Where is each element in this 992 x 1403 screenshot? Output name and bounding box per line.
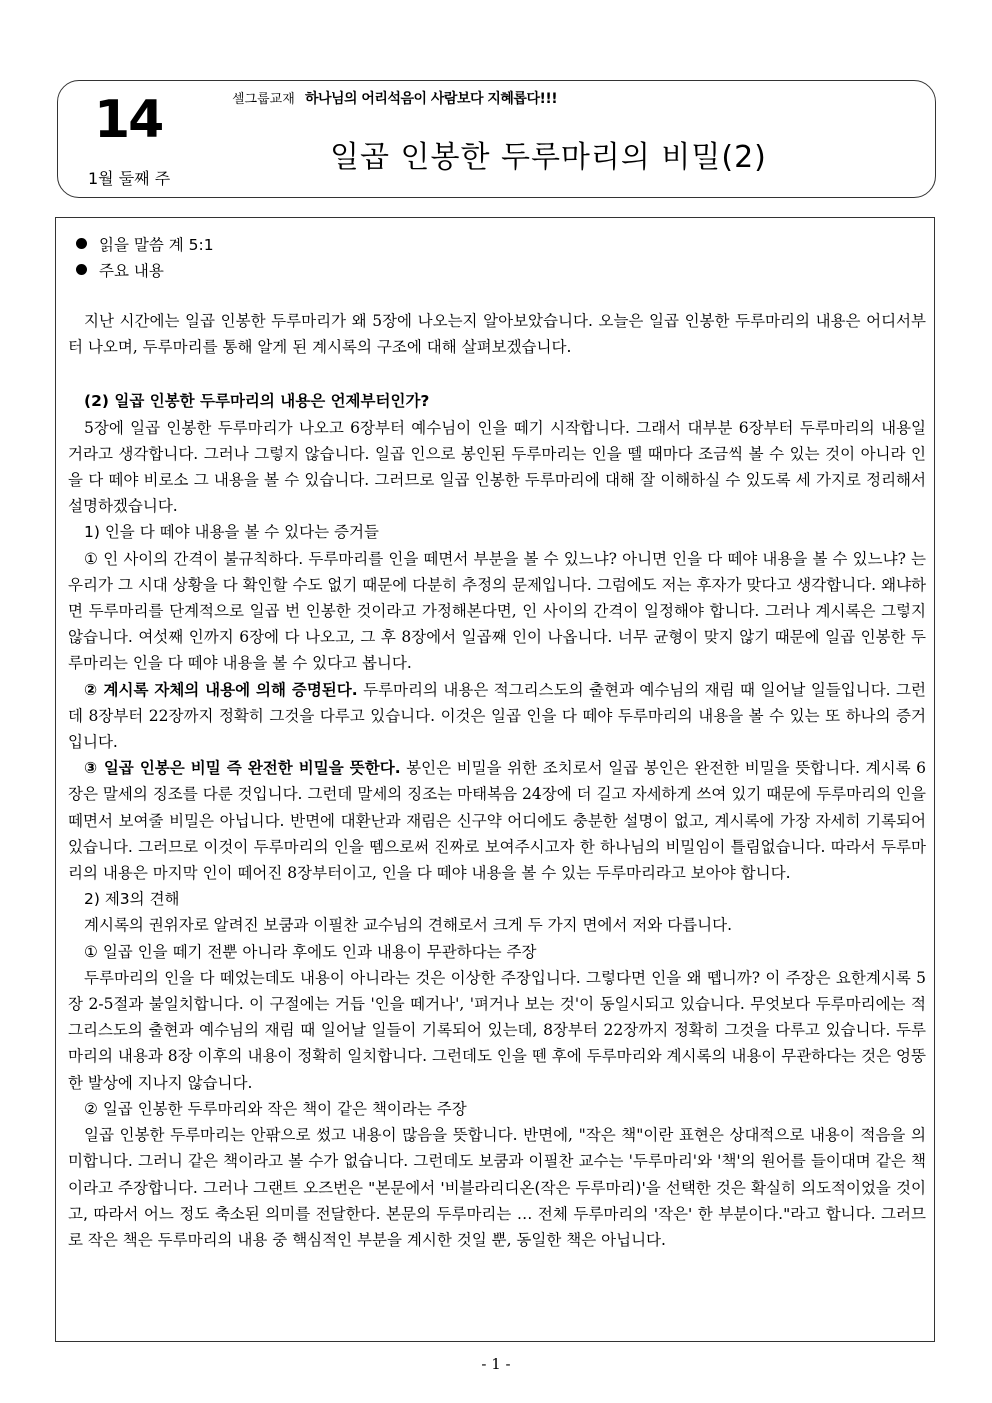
evidence-3	[68, 755, 926, 886]
view-1-heading: ① 일곱 인을 떼기 전뿐 아니라 후에도 인과 내용이 무관하다는 주장	[84, 942, 537, 961]
view-2-text-b: 라고 합니다. 그러므로 작은 책은 두루마리의 내용 중 핵심적인 부분을 계시한 것일 뿐, 동일한 책은 아닙니다.	[68, 1204, 926, 1249]
section-paragraph: 5장에 일곱 인봉한 두루마리가 나오고 6장부터 예수님이 인을 떼기 시작합니다. 그래서 대부분 6장부터 두루마리의 내용일 거라고 생각합니다. 그러나 그렇지 않습니다. 일곱 인으로 봉인된 두루마리는 인을 뗄 때마다 조금씩 볼 수 있는 것이 아니라 인을 다 떼야 비로소 그 내용을 볼 수 있습니다. 그러므로 일곱 인봉한 두루마리에 대해 잘 이해하실 수 있도록 세 가지로 정리해서 설명하겠습니다.	[68, 418, 926, 516]
intro-paragraph: 지난 시간에는 일곱 인봉한 두루마리가 왜 5장에 나오는지 알아보았습니다. 오늘은 일곱 인봉한 두루마리의 내용은 어디서부터 나오며, 두루마리를 통해 알게 된 계시록의 구조에 대해 살펴보겠습니다.	[68, 312, 926, 357]
subsection-heading-third-view: 2) 제3의 견해	[84, 890, 180, 909]
page-number: - 1 -	[481, 1355, 511, 1373]
view-2-heading: ② 일곱 인봉한 두루마리와 작은 책이 같은 책이라는 주장	[84, 1099, 467, 1118]
view-1-paragraph: 두루마리의 인을 다 떼었는데도 내용이 아니라는 것은 이상한 주장입니다. 그렇다면 인을 왜 뗍니까? 이 주장은 요한계시록 5장 2-5절과 불일치합니다. 이 구절에는 거듭 '인을 떼거나', '펴거나 보는 것'이 동일시되고 있습니다. 무엇보다 두루마리에는 적그리스도의 출현과 예수님의 재림 때 일어날 일들이 기록되어 있는데, 8장부터 22장까지 정확히 그것을 다루고 있습니다. 두루마리의 내용과 8장 이후의 내용이 정확히 일치합니다. 그런데도 인을 뗀 후에 두루마리와 계시록의 내용이 무관하다는 것은 엉뚱한 발상에 지나지 않습니다.	[68, 968, 926, 1092]
evidence-1	[68, 546, 926, 677]
bullet-summary: 주요 내용	[68, 258, 926, 284]
bullet-dot-icon	[76, 264, 87, 275]
evidence-2-text: 두루마리의 내용은 적그리스도의 출현과 예수님의 재림 때 일어날 일들입니다. 그런데 8장부터 22장까지 정확히 그것을 다루고 있습니다. 이것은 일곱 인을 다 떼야 두루마리의 내용을 볼 수 있는 또 하나의 증거입니다.	[68, 680, 926, 752]
lesson-number: 14	[94, 90, 163, 150]
bullet-reading: 읽을 말씀 계 5:1	[68, 232, 926, 258]
third-view-paragraph: 계시록의 권위자로 알려진 보쿰과 이필찬 교수님의 견해로서 크게 두 가지 면에서 저와 다릅니다.	[84, 916, 733, 935]
week-label: 1월 둘째 주	[88, 169, 171, 188]
evidence-1-text: 두루마리를 인을 떼면서 부분을 볼 수 있느냐? 아니면 인을 다 떼야 내용을 볼 수 있느냐? 는 우리가 그 시대 상황을 다 확인할 수도 없기 때문에 다분히 추정의 문제입니다. 그럼에도 저는 후자가 맞다고 생각합니다. 왜냐하면 두루마리를 단계적으로 일곱 번 인봉한 것이라고 가정해본다면, 인 사이의 간격이 일정해야 합니다. 그러나 계시록은 그렇지 않습니다. 여섯째 인까지 6장에 다 나오고, 그 후 8장에서 일곱째 인이 나옵니다. 너무 균형이 맞지 않기 때문에 일곱 인봉한 두루마리는 인을 다 떼야 내용을 볼 수 있다고 봅니다.	[68, 549, 926, 673]
series-title: 하나님의 어리석음이 사람보다 지혜롭다!!!	[304, 91, 558, 107]
view-2-text-a: 일곱 인봉한 두루마리는 안팎으로 썼고 내용이 많음을 뜻합니다. 반면에, "작은 책"이란 표현은 상대적으로 내용이 적음을 의미합니다. 그러니 같은 책이라고 볼 수가 없습니다. 그런데도 보쿰과 이필찬 교수는 '두루마리'와 '책'의 원어를 들이대며 같은 책이라고 주장합니다. 그러나 그랜트 오즈번은	[68, 1126, 926, 1197]
evidence-2-lead: ② 계시록 자체의 내용에 의해 증명된다.	[84, 680, 358, 699]
view-2-paragraph	[68, 1122, 926, 1253]
bullet-dot-icon	[76, 238, 87, 249]
view-2-quote: "본문에서 '비블라리디온(작은 두루마리)'을 선택한 것은 확실히 의도적이었을 것이고, 따라서 어느 정도 축소된 의미를 전달한다. 본문의 두루마리는 … 전체 두루마리의 '작은' 한 부분이다."	[68, 1178, 926, 1223]
evidence-1-lead: ① 인 사이의 간격이 불규칙하다.	[84, 549, 304, 568]
series-label: 셀그룹교재	[232, 92, 295, 107]
evidence-2	[68, 677, 926, 756]
evidence-3-lead: ③ 일곱 인봉은 비밀 즉 완전한 비밀을 뜻한다.	[84, 759, 401, 778]
subsection-heading-evidence: 1) 인을 다 떼야 내용을 볼 수 있다는 증거들	[84, 523, 379, 542]
page-title: 일곱 인봉한 두루마리의 비밀(2)	[330, 140, 767, 175]
section-heading: (2) 일곱 인봉한 두루마리의 내용은 언제부터인가?	[84, 392, 430, 411]
content-body	[68, 232, 926, 1253]
series-line	[232, 88, 557, 108]
evidence-3-text: 봉인은 비밀을 위한 조치로서 일곱 봉인은 완전한 비밀을 뜻합니다. 계시록 6장은 말세의 징조를 다룬 것입니다. 그런데 말세의 징조는 마태복음 24장에 더 길고 자세하게 쓰여 있기 때문에 두루마리의 인을 떼면서 보여줄 비밀은 아닙니다. 반면에 대환난과 재림은 신구약 어디에도 충분한 설명이 없고, 계시록에 가장 자세히 기록되어 있습니다. 그러므로 이것이 두루마리의 인을 뗌으로써 진짜로 보여주시고자 한 하나님의 비밀임이 틀림없습니다. 따라서 두루마리의 내용은 마지막 인이 떼어진 8장부터이고, 인을 다 떼야 내용을 볼 수 있는 두루마리라고 보아야 합니다.	[68, 759, 926, 883]
